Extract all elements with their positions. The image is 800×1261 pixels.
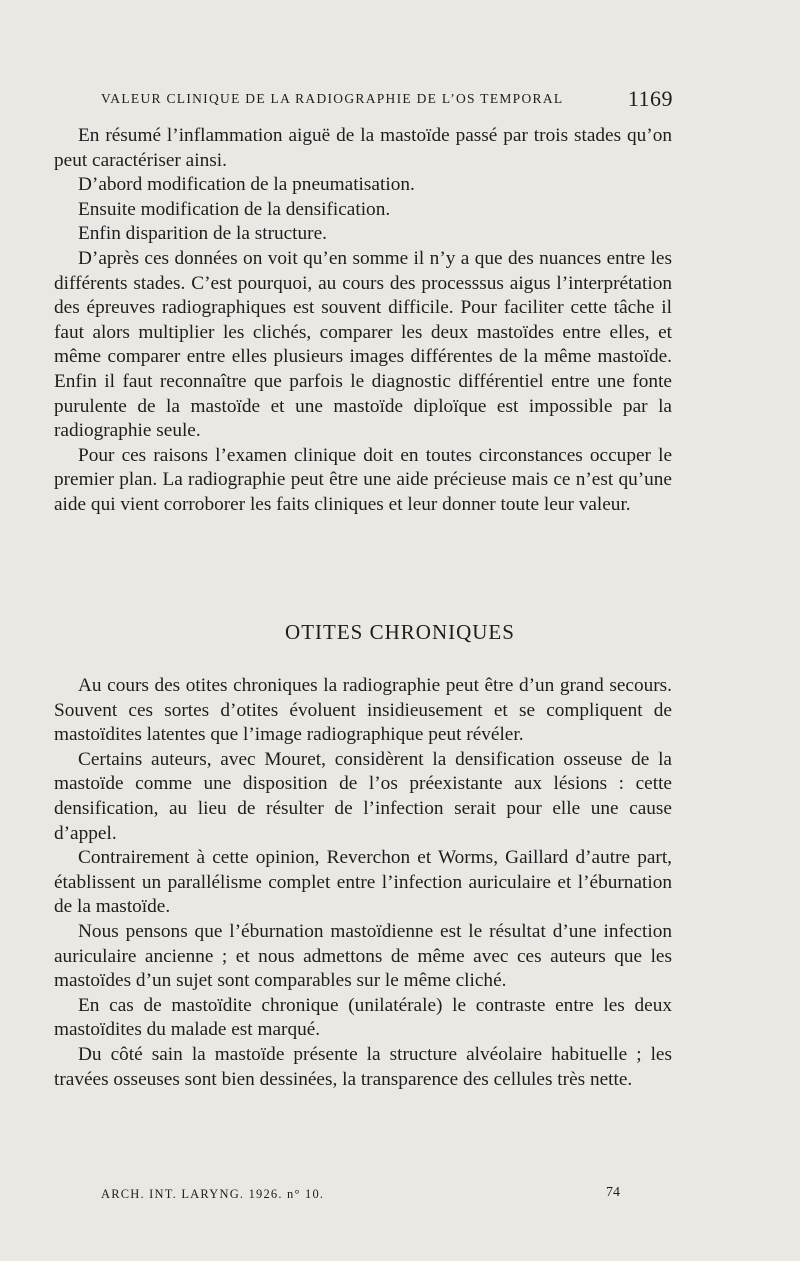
paragraph: En résumé l’inflammation aiguë de la mastoïde passé par trois stades qu’on peut caractériser ainsi. [54,125,672,171]
footer-signature: 74 [606,1185,620,1200]
paragraph: Pour ces raisons l’examen clinique doit en toutes circonstances occuper le premier plan. La radiographie peut être une aide précieuse mais ce n’est qu’une aide qui vient corroborer les faits cliniques et leur donner toute leur valeur. [54,444,672,515]
running-head [101,88,673,112]
paragraph: En cas de mastoïdite chronique (unilatérale) le contraste entre les deux mastoïdites du malade est marqué. [54,994,672,1041]
page-number: 1169 [627,86,673,111]
section-heading: OTITES CHRONIQUES [285,620,515,644]
paragraph: Enfin disparition de la structure. [78,223,327,245]
paragraph: Au cours des otites chroniques la radiographie peut être d’un grand secours. Souvent ces sortes d’otites évoluent insidieusement et se compliquent de mastoïdites latentes que l’image radiographique peut révéler. [54,675,672,746]
paragraph: Ensuite modification de la densification. [78,198,391,220]
paragraph: D’après ces données on voit qu’en somme il n’y a que des nuances entre les différents stades. C’est pourquoi, au cours des processsus aigus l’interprétation des épreuves radiographiques est souvent difficile. Pour faciliter cette tâche il faut alors multiplier les clichés, comparer les deux mastoïdes entre elles, et même comparer entre elles plusieurs images différentes de la même mastoïde. Enfin il faut reconnaître que parfois le diagnostic différentiel entre une fonte purulente de la mastoïde et une mastoïde diploïque est impossible par la radiographie seule. [54,247,672,442]
section-chronic-otitis [54,674,672,1092]
paragraph: Nous pensons que l’éburnation mastoïdienne est le résultat d’une infection auriculaire ancienne ; et nous admettons de même avec ces auteurs que les mastoïdes d’un sujet sont comparables sur le même cliché. [54,920,672,992]
paragraph: Certains auteurs, avec Mouret, considèrent la densification osseuse de la mastoïde comme une disposition de l’os préexistante aux lésions : cette densification, au lieu de résulter de l’infection serait pour elle une cause d’appel. [54,748,672,844]
footer-journal: ARCH. INT. LARYNG. 1926. n° 10. [101,1187,325,1201]
paragraph: D’abord modification de la pneumatisation. [78,174,415,196]
paragraph: Contrairement à cette opinion, Reverchon et Worms, Gaillard d’autre part, établissent un parallélisme complet entre l’infection auriculaire et l’éburnation de la mastoïde. [54,847,672,918]
paragraph: Du côté sain la mastoïde présente la structure alvéolaire habituelle ; les travées osseuses sont bien dessinées, la transparence des cellules très nette. [54,1043,672,1090]
section-mastoiditis-summary [54,124,672,518]
running-title: VALEUR CLINIQUE DE LA RADIOGRAPHIE DE L’OS TEMPORAL [101,91,564,106]
